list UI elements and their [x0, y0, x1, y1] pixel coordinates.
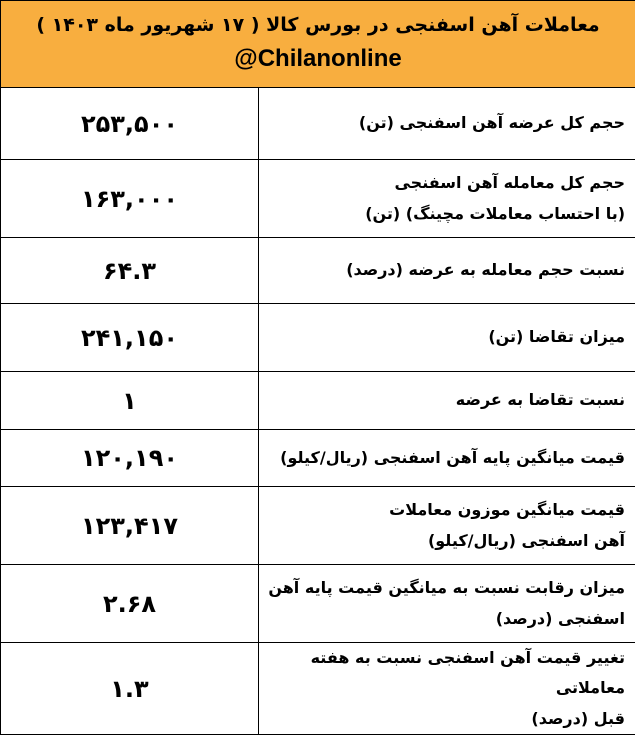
row-value: ۱۲۰,۱۹۰: [1, 430, 259, 487]
table-row: [1, 643, 635, 735]
row-label-line: آهن اسفنجی (ریال/کیلو): [259, 526, 625, 556]
table-row: [1, 565, 635, 643]
row-label: [259, 430, 635, 487]
row-label: [259, 160, 635, 238]
row-label: [259, 565, 635, 643]
row-label: [259, 304, 635, 372]
table-row: [1, 304, 635, 372]
row-label-line: تغییر قیمت آهن اسفنجی نسبت به هفته معاملاتی: [259, 643, 625, 704]
row-value: ۱۶۳,۰۰۰: [1, 160, 259, 238]
row-label: [259, 487, 635, 565]
row-value: ۶۴.۳: [1, 238, 259, 304]
row-value: ۲۴۱,۱۵۰: [1, 304, 259, 372]
row-label-line: قبل (درصد): [259, 704, 625, 734]
row-label-line: قیمت میانگین پایه آهن اسفنجی (ریال/کیلو): [259, 443, 625, 473]
row-label-line: میزان رقابت نسبت به میانگین قیمت پایه آهن: [259, 573, 625, 603]
row-label-line: نسبت تقاضا به عرضه: [259, 385, 625, 415]
row-value: ۱: [1, 372, 259, 430]
channel-handle: @Chilanonline: [1, 44, 635, 74]
table-row: [1, 160, 635, 238]
row-value: ۱۲۳,۴۱۷: [1, 487, 259, 565]
row-label-line: (با احتساب معاملات مچینگ) (تن): [259, 199, 625, 229]
header-cell: [1, 1, 635, 88]
row-label-line: حجم کل معامله آهن اسفنجی: [259, 168, 625, 198]
row-value: ۲۵۳,۵۰۰: [1, 88, 259, 160]
row-label-line: اسفنجی (درصد): [259, 604, 625, 634]
row-value: ۲.۶۸: [1, 565, 259, 643]
header-row: [1, 1, 635, 88]
row-label: [259, 643, 635, 735]
row-label-line: نسبت حجم معامله به عرضه (درصد): [259, 255, 625, 285]
table-row: [1, 372, 635, 430]
row-label-line: میزان تقاضا (تن): [259, 322, 625, 352]
row-label: [259, 88, 635, 160]
row-label: [259, 372, 635, 430]
row-value: ۱.۳: [1, 643, 259, 735]
row-label-line: قیمت میانگین موزون معاملات: [259, 495, 625, 525]
header-title: معاملات آهن اسفنجی در بورس کالا ( ۱۷ شهریور ماه ۱۴۰۳ ): [1, 14, 635, 38]
row-label: [259, 238, 635, 304]
table-row: [1, 88, 635, 160]
table-row: [1, 238, 635, 304]
table-row: [1, 487, 635, 565]
row-label-line: حجم کل عرضه آهن اسفنجی (تن): [259, 108, 625, 138]
table-row: [1, 430, 635, 487]
